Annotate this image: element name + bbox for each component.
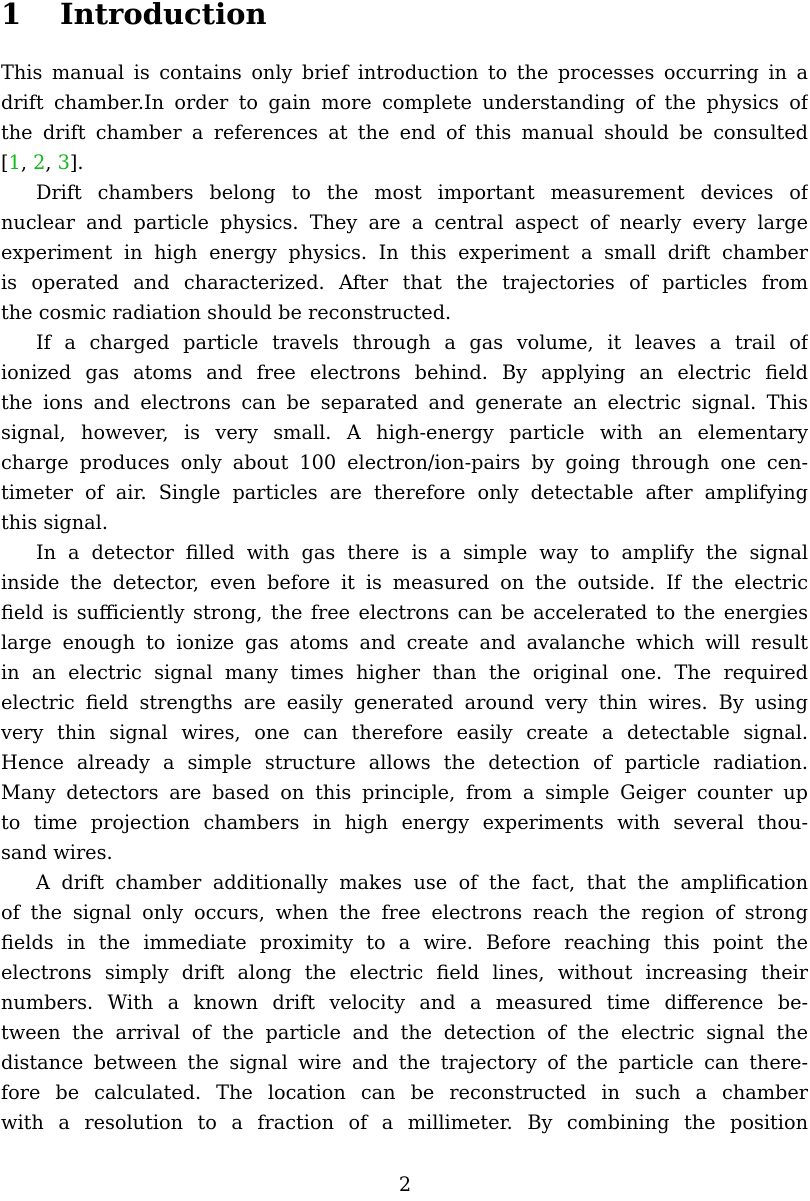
text-line: electric field strengths are easily generated around very thin wires. By using — [1, 691, 808, 714]
text-line: in an electric signal many times higher than the original one. The required — [1, 661, 808, 684]
text-line: the drift chamber a references at the end of this manual should be consulted — [1, 121, 808, 144]
citation-link-2[interactable]: 2 — [33, 151, 46, 174]
text-line: to time projection chambers in high energy experiments with several thou- — [1, 811, 808, 834]
citation-link-3[interactable]: 3 — [57, 151, 70, 174]
paragraph-2 — [1, 178, 808, 328]
text-line: inside the detector, even before it is measured on the outside. If the electric — [1, 571, 808, 594]
citation-separator: , — [45, 151, 58, 174]
text-line: In a detector filled with gas there is a simple way to amplify the signal — [36, 541, 808, 564]
text-line: this signal. — [1, 511, 108, 534]
text-line: This manual is contains only brief introduction to the processes occurring in a — [1, 61, 808, 84]
text-line: with a resolution to a fraction of a millimeter. By combining the position — [1, 1111, 808, 1134]
text-line: ionized gas atoms and free electrons behind. By applying an electric field — [1, 361, 808, 384]
text-line: the ions and electrons can be separated and generate an electric signal. This — [1, 391, 808, 414]
text-line: the cosmic radiation should be reconstructed. — [1, 301, 452, 324]
text-line: sand wires. — [1, 841, 113, 864]
citation-separator: , — [20, 151, 34, 174]
paragraph-3 — [1, 328, 808, 538]
section-title: Introduction — [60, 0, 267, 31]
text-line: fields in the immediate proximity to a wire. Before reaching this point the — [1, 931, 808, 954]
citation-close-bracket: ]. — [69, 151, 84, 174]
section-heading — [1, 0, 267, 34]
text-line: field is sufficiently strong, the free electrons can be accelerated to the energies — [1, 601, 808, 624]
citation-open-bracket: [ — [1, 151, 9, 174]
text-line: of the signal only occurs, when the free electrons reach the region of strong — [1, 901, 808, 924]
text-line: electrons simply drift along the electric field lines, without increasing their — [1, 961, 808, 984]
text-line: very thin signal wires, one can therefore easily create a detectable signal. — [1, 721, 808, 744]
text-line: numbers. With a known drift velocity and a measured time difference be- — [1, 991, 808, 1014]
section-number: 1 — [1, 0, 22, 31]
paragraph-1 — [1, 58, 808, 178]
text-line: experiment in high energy physics. In this experiment a small drift chamber — [1, 241, 808, 264]
text-line: large enough to ionize gas atoms and create and avalanche which will result — [1, 631, 808, 654]
paragraph-4 — [1, 538, 808, 868]
text-line: is operated and characterized. After that the trajectories of particles from — [1, 271, 808, 294]
text-line: drift chamber.In order to gain more complete understanding of the physics of — [1, 91, 808, 114]
text-line: Hence already a simple structure allows the detection of particle radiation. — [1, 751, 808, 774]
text-line: nuclear and particle physics. They are a central aspect of nearly every large — [1, 211, 808, 234]
text-line: If a charged particle travels through a gas volume, it leaves a trail of — [36, 331, 808, 354]
text-line: timeter of air. Single particles are therefore only detectable after amplifying — [1, 481, 808, 504]
text-line: Drift chambers belong to the most important measurement devices of — [36, 181, 808, 204]
text-line: charge produces only about 100 electron/ion-pairs by going through one cen- — [1, 451, 808, 474]
page-number: 2 — [398, 1173, 412, 1196]
text-line: Many detectors are based on this principle, from a simple Geiger counter up — [1, 781, 808, 804]
text-line: fore be calculated. The location can be reconstructed in such a chamber — [1, 1081, 808, 1104]
text-line: tween the arrival of the particle and the detection of the electric signal the — [1, 1021, 808, 1044]
text-line: A drift chamber additionally makes use of the fact, that the amplification — [36, 871, 808, 894]
body-text — [1, 58, 808, 1138]
paragraph-5 — [1, 868, 808, 1138]
citation-line — [1, 148, 808, 178]
text-line: signal, however, is very small. A high-energy particle with an elementary — [1, 421, 808, 444]
text-line: distance between the signal wire and the trajectory of the particle can there- — [1, 1051, 808, 1074]
citation-link-1[interactable]: 1 — [8, 151, 21, 174]
